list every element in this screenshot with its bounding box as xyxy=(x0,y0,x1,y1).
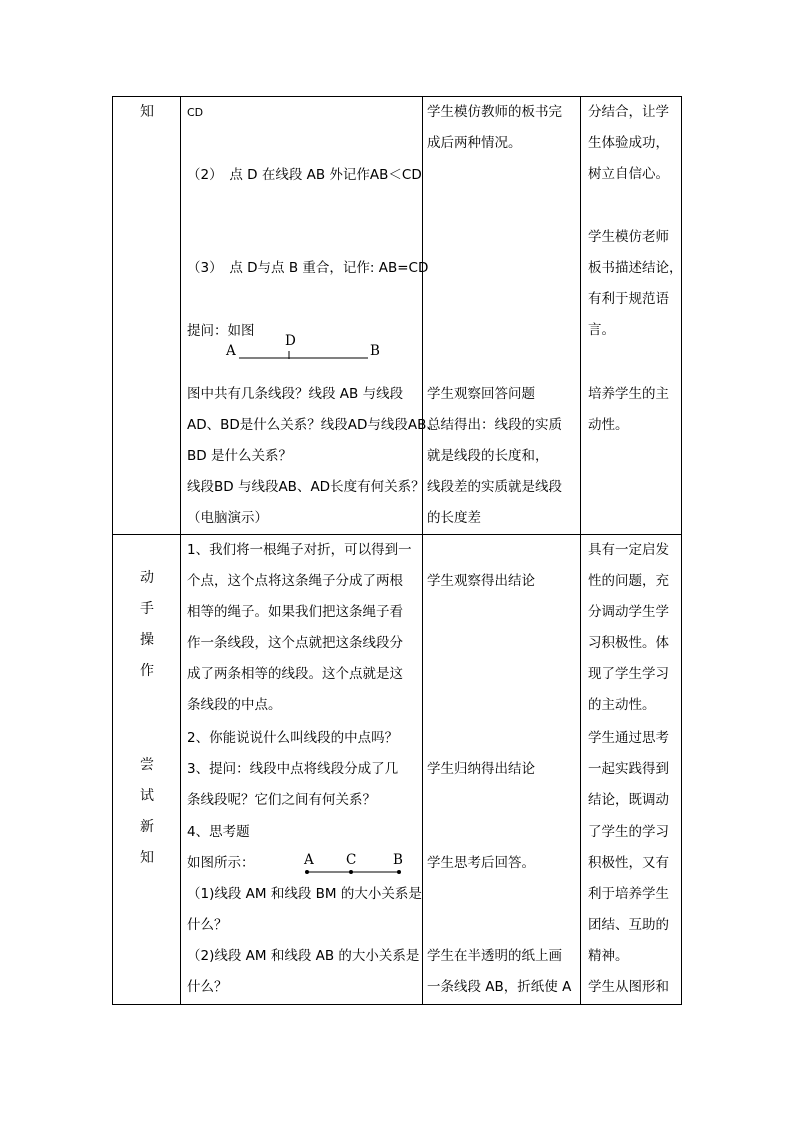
intent-line: 动性。 xyxy=(588,417,629,433)
student-line: 总结得出：线段的实质 xyxy=(427,417,562,433)
content-line: 成了两条相等的线段。这个点就是这 xyxy=(187,666,403,682)
content-line: BD 是什么关系？ xyxy=(187,448,292,464)
intent-line: 精神。 xyxy=(588,948,629,964)
intent-line: 培养学生的主 xyxy=(588,386,669,402)
intent-line: 了学生的学习 xyxy=(588,824,669,840)
content-line: （电脑演示） xyxy=(187,510,268,526)
content-line: 1、我们将一根绳子对折，可以得到一 xyxy=(187,542,412,558)
stage-label: 知 xyxy=(140,104,154,120)
intent-line: 性的问题，充 xyxy=(588,573,669,589)
student-line: 的长度差 xyxy=(427,510,481,526)
content-line: CD xyxy=(187,106,204,119)
student-activity-cell xyxy=(423,535,581,1005)
student-line: 一条线段 AB，折纸使 A xyxy=(427,979,572,995)
figure-label-b: B xyxy=(393,852,403,868)
content-line: 条线段的中点。 xyxy=(187,697,282,713)
lesson-plan-table xyxy=(112,96,682,1005)
content-line: 作一条线段，这个点就把这条线段分 xyxy=(187,635,403,651)
stage-char: 新 xyxy=(140,819,154,835)
intent-line: 利于培养学生 xyxy=(588,886,669,902)
design-intent-cell xyxy=(581,97,682,535)
design-intent-cell xyxy=(581,535,682,1005)
segment-figure xyxy=(181,97,423,397)
intent-line: 一起实践得到 xyxy=(588,761,669,777)
content-line: （1)线段 AM 和线段 BM 的大小关系是 xyxy=(187,886,422,902)
student-line: 成后两种情况。 xyxy=(427,135,522,151)
content-line: 3、提问：线段中点将线段分成了几 xyxy=(187,761,399,777)
content-line: 什么？ xyxy=(187,979,228,995)
content-line: 2、你能说说什么叫线段的中点吗？ xyxy=(187,730,399,746)
figure-label-b: B xyxy=(370,343,380,359)
intent-line: 具有一定启发 xyxy=(588,542,669,558)
student-line: 学生思考后回答。 xyxy=(427,855,535,871)
stage-char: 动 xyxy=(140,570,154,586)
figure-label-d: D xyxy=(285,333,296,349)
figure-label-a: A xyxy=(226,343,236,359)
content-line: AD、BD是什么关系？线段AD与线段AB、 xyxy=(187,417,440,433)
student-activity-cell xyxy=(423,97,581,535)
figure-label-c: C xyxy=(346,852,357,868)
intent-line: 言。 xyxy=(588,322,615,338)
content-line: 图中共有几条线段？线段 AB 与线段 xyxy=(187,386,404,402)
intent-line: 学生通过思考 xyxy=(588,730,669,746)
intent-line: 分调动学生学 xyxy=(588,604,669,620)
intent-line: 有利于规范语 xyxy=(588,291,669,307)
figure-label-a: A xyxy=(304,852,314,868)
student-line: 学生观察回答问题 xyxy=(427,386,535,402)
student-line: 学生在半透明的纸上画 xyxy=(427,948,562,964)
intent-line: 学生模仿老师 xyxy=(588,229,669,245)
student-line: 学生模仿教师的板书完 xyxy=(427,104,562,120)
teaching-content-cell xyxy=(181,97,440,535)
stage-char: 知 xyxy=(140,850,154,866)
content-line: 提问：如图 xyxy=(187,323,255,339)
intent-line: 生体验成功， xyxy=(588,135,669,151)
stage-char: 试 xyxy=(140,788,154,804)
intent-line: 的主动性。 xyxy=(588,697,656,713)
student-line: 学生归纳得出结论 xyxy=(427,761,535,777)
content-line: 什么？ xyxy=(187,917,228,933)
content-line: 线段BD 与线段AB、AD长度有何关系？ xyxy=(187,479,425,495)
stage-cell xyxy=(113,535,181,1005)
content-line: 个点，这个点将这条绳子分成了两根 xyxy=(187,573,403,589)
intent-line: 学生从图形和 xyxy=(588,979,669,995)
intent-line: 现了学生学习 xyxy=(588,666,669,682)
intent-line: 积极性，又有 xyxy=(588,855,669,871)
content-line: （3） 点 D与点 B 重合，记作: AB=CD xyxy=(187,260,429,276)
intent-line: 板书描述结论， xyxy=(588,260,683,276)
content-line: 4、思考题 xyxy=(187,824,250,840)
student-line: 就是线段的长度和， xyxy=(427,448,549,464)
content-line: 如图所示： xyxy=(187,855,255,871)
content-line: 条线段呢？它们之间有何关系？ xyxy=(187,792,376,808)
intent-line: 分结合，让学 xyxy=(588,104,669,120)
content-line: 相等的绳子。如果我们把这条绳子看 xyxy=(187,604,403,620)
intent-line: 树立自信心。 xyxy=(588,166,669,182)
stage-char: 尝 xyxy=(140,757,154,773)
stage-cell xyxy=(113,97,181,535)
content-line: （2)线段 AM 和线段 AB 的大小关系是 xyxy=(187,948,420,964)
intent-line: 结论，既调动 xyxy=(588,792,669,808)
student-line: 线段差的实质就是线段 xyxy=(427,479,562,495)
stage-char: 手 xyxy=(140,601,154,617)
teaching-content-cell xyxy=(181,535,423,1005)
content-line: （2） 点 D 在线段 AB 外记作AB＜CD xyxy=(187,167,422,183)
intent-line: 团结、互助的 xyxy=(588,917,669,933)
table-row xyxy=(113,535,682,1005)
table-row xyxy=(113,97,682,535)
student-line: 学生观察得出结论 xyxy=(427,573,535,589)
stage-char: 操 xyxy=(140,632,154,648)
stage-char: 作 xyxy=(140,663,154,679)
intent-line: 习积极性。体 xyxy=(588,635,669,651)
